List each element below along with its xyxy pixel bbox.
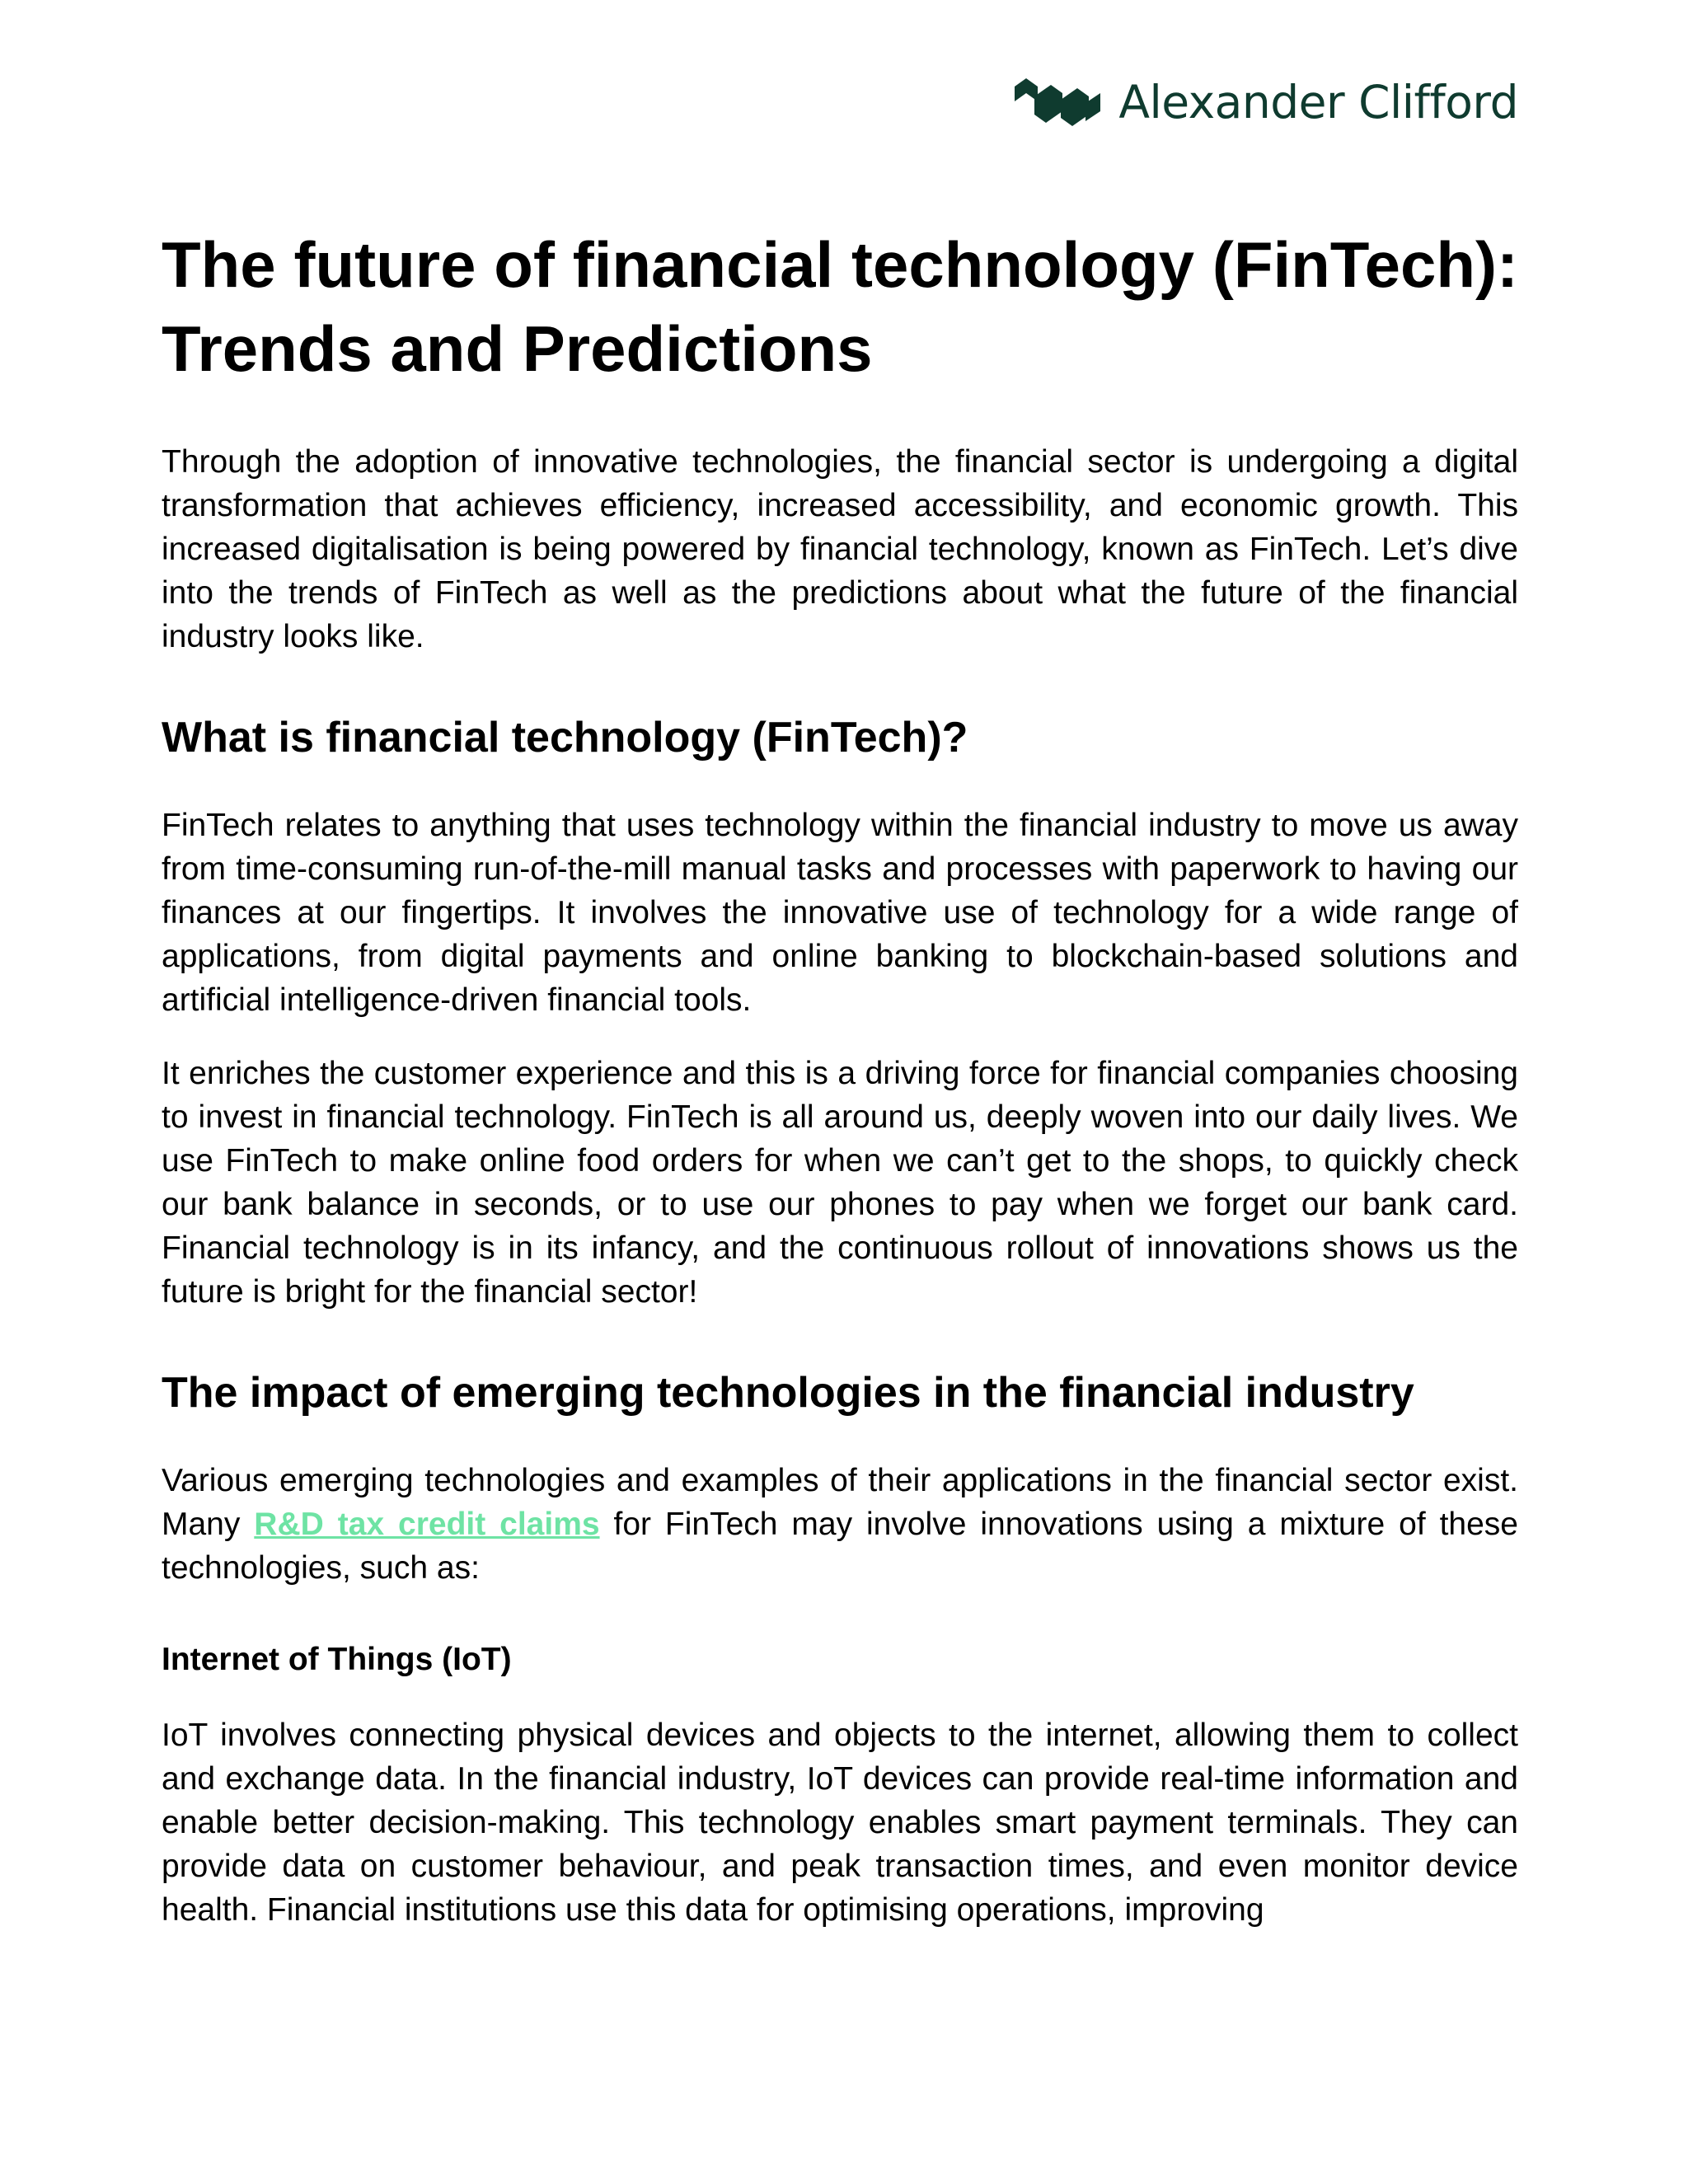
paragraph-with-link	[162, 1459, 1518, 1590]
subsection-heading-iot: Internet of Things (IoT)	[162, 1642, 512, 1677]
paragraph-text: Various emerging technologies and examples of their applications in the financial sector exist. Many	[162, 1463, 1518, 1542]
brand-header	[1015, 76, 1518, 129]
brand-name: Alexander Clifford	[1118, 76, 1518, 129]
paragraph: FinTech relates to anything that uses technology within the financial industry to move us away from time-consuming run-of-the-mill manual tasks and processes with paperwork to having our finances at our fingertips. It involves the innovative use of technology for a wide range of applications, from digital payments and online banking to blockchain-based solutions and artificial intelligence-driven financial tools.	[162, 808, 1518, 1018]
paragraph: It enriches the customer experience and this is a driving force for financial companies choosing to invest in financial technology. FinTech is all around us, deeply woven into our daily lives. We use FinTech to make online food orders for when we can’t get to the shops, to quickly check our bank balance in seconds, or to use our phones to pay when we forget our bank card. Financial technology is in its infancy, and the continuous rollout of innovations shows us the future is bright for the financial sector!	[162, 1056, 1518, 1310]
intro-paragraph: Through the adoption of innovative technologies, the financial sector is undergoing a digital transformation that achieves efficiency, increased accessibility, and economic growth. This increased digitalisation is being powered by financial technology, known as FinTech. Let’s dive into the trends of FinTech as well as the predictions about what the future of the financial industry looks like.	[162, 444, 1518, 654]
article-body	[162, 223, 1518, 1961]
paragraph-text: for FinTech may involve innovations using a mixture of these technologies, such as:	[162, 1507, 1518, 1586]
section-heading-what-is-fintech: What is financial technology (FinTech)?	[162, 714, 968, 762]
paragraph: IoT involves connecting physical devices and objects to the internet, allowing them to collect and exchange data. In the financial industry, IoT devices can provide real-time information and enable better decision-making. This technology enables smart payment terminals. They can provide data on customer behaviour, and peak transaction times, and even monitor device health. Financial institutions use this data for optimising operations, improving	[162, 1718, 1518, 1928]
rd-tax-credit-claims-link[interactable]: R&D tax credit claims	[254, 1507, 600, 1542]
section-heading-emerging-technologies: The impact of emerging technologies in the financial industry	[162, 1369, 1414, 1417]
alexander-clifford-logo-icon	[1015, 78, 1100, 126]
page-title: The future of financial technology (FinTech): Trends and Predictions	[162, 228, 1518, 385]
